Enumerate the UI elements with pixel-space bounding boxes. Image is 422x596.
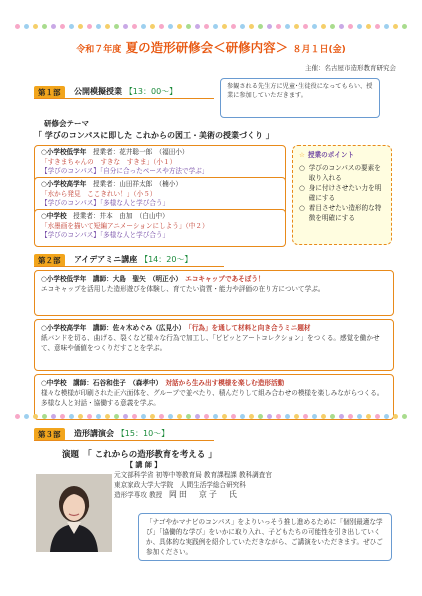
dot [285,24,290,29]
dot [267,24,272,29]
dot [51,24,56,29]
section2-rule [34,266,224,267]
lecturer-line: 東京家政大学大学院 人間生活学総合研究科 [114,481,246,489]
dot [105,414,110,419]
lesson-title: 「すきまちゃんの すきな すきま」（小１） [41,157,177,166]
dot [69,414,74,419]
lecturer-label: 【 講 師 】 [126,461,162,469]
lesson-teacher: 授業者：山田祥太郎 （楠小） [92,180,182,188]
section3-title-text: 造形講演会 [74,429,114,438]
section1-rule [34,98,214,99]
dot [375,24,380,29]
course-grade: ○中学校 [41,379,67,387]
lecturer-line: 元文部科学省 初等中等教育局 教育課程課 教科調査官 [114,471,272,479]
section3-title [74,428,169,439]
dot [339,414,344,419]
course-desc: 様々な模様が印刷された正六面体を、グループで並べたり、積んだりして組み合わせの模様を楽しみながらつくる。多様な人と対話・協働する意義を学ぶ。 [41,389,384,407]
section1-notice: 参観される先生方に児童･生徒役になってもらい、授業に参加していただきます。 [220,78,380,118]
dot [366,24,371,29]
dot [177,24,182,29]
dot [69,24,74,29]
dot [375,414,380,419]
lesson-compass: 【学びのコンパス】「多様な人と学び合う」 [41,199,170,207]
lesson-title: 「水墨画を描いて短編アニメーションにしよう」（中２） [41,221,209,230]
bullet-icon: ○ [299,164,305,172]
dot [330,414,335,419]
section1-title-text: 公開模擬授業 [74,87,122,96]
dot [132,24,137,29]
course-lecturer: 講師：石谷和佳子 （森孝中） [73,379,159,387]
dot [330,24,335,29]
point-text: 学びのコンパスの要素を取り入れる [308,164,381,182]
dot [402,24,407,29]
dot [60,24,65,29]
dot [384,24,389,29]
dot [285,414,290,419]
dot [366,414,371,419]
lesson-points [292,145,392,245]
section3-badge: 第３部 [34,428,65,441]
dot [249,414,254,419]
dot [249,24,254,29]
section1-badge: 第１部 [34,86,65,99]
lecturer-line: 造形学専攻 教授 [114,491,163,499]
section3-time: 【15：10～】 [116,429,170,438]
lecture-label: 演題 [62,450,80,460]
course-lecturer: 講師：佐々木めぐみ（広見小） [92,324,182,332]
dot [33,24,38,29]
dot [393,414,398,419]
points-heading [299,150,385,160]
dot [159,414,164,419]
dot [78,24,83,29]
section2-title [74,254,192,265]
title-prefix: 令和７年度 [76,45,122,55]
star-icon: ☆ [299,151,305,159]
lesson-teacher: 授業者：花井聡一郎 （福田小） [92,148,189,156]
decorative-dots [0,24,422,32]
dot [231,414,236,419]
course-card [34,319,394,371]
lesson-card [34,209,286,247]
point-item [299,183,385,203]
section1-title [74,86,177,97]
course-lecturer: 講師：大島 聖矢 （明正小） [92,275,179,283]
dot [294,414,299,419]
dot [195,414,200,419]
dot [114,414,119,419]
page-title [0,38,422,56]
portrait-image [36,474,112,552]
bullet-icon: ○ [299,204,305,212]
lecture-message: 「ナゴやかマナビのコンパス」をよりいっそう推し進めるために「個別最適な学び」「協働的な学び」をいかに取り入れ、子どもたちの可能性を引き出していくか、具体的な実践例を紹介していただきながら、ご講演をいただきます。ぜひご参加ください。 [138,513,392,561]
dot [204,414,209,419]
section2-time: 【14：20～】 [140,255,193,264]
dot [276,24,281,29]
course-card [34,270,394,316]
dot [294,24,299,29]
lecture-title-text: 「 これからの造形教育を考える 」 [87,450,217,460]
dot [132,414,137,419]
lecturer-photo [36,474,112,552]
section1-time: 【13：00～】 [124,87,178,96]
dot [87,24,92,29]
dot [51,414,56,419]
dot [141,414,146,419]
dot [15,24,20,29]
dot [195,24,200,29]
dot [42,24,47,29]
dot [303,414,308,419]
dot [321,24,326,29]
theme-heading: 研修会テーマ [44,119,89,128]
dot [87,414,92,419]
dot [240,414,245,419]
course-desc: 紙バンドを切る、曲げる、裂くなど様々な行為で加工し、「ビビッとアートコレクション」をつくる。感覚を働かせて、意味や価値をつくりだすことを学ぶ。 [41,334,380,352]
dot [348,414,353,419]
lesson-grade: ○小学校低学年 [41,148,87,156]
dot [204,24,209,29]
dot [105,24,110,29]
dot [258,24,263,29]
dot [150,414,155,419]
dot [78,414,83,419]
dot [123,414,128,419]
points-title: 授業のポイント [307,151,355,159]
dot [33,414,38,419]
dot [339,24,344,29]
dot [231,24,236,29]
title-date: ８月１日(金) [292,45,346,55]
lecturer-name: 岡田 京子 氏 [168,490,239,499]
dot [168,414,173,419]
lesson-compass: 【学びのコンパス】「多様な人と学び合う」 [41,231,170,239]
theme-text: 「 学びのコンパスに即した これからの図工・美術の授業づくり 」 [34,131,274,140]
dot [357,414,362,419]
course-title: エコキャップであそぼう！ [185,275,265,283]
dot [186,414,191,419]
dot [24,24,29,29]
section2-title-text: アイデアミニ講座 [74,255,138,264]
course-desc: エコキャップを活用した造形遊びを体験し、育てたい資質・能力や評価の在り方について学ぶ。 [41,285,325,293]
dot [258,414,263,419]
dot [303,24,308,29]
dot [267,414,272,419]
lesson-title: 「水から発見 ここきれい！」（小５） [41,189,157,198]
dot [213,414,218,419]
point-item [299,163,385,183]
lesson-grade: ○小学校高学年 [41,180,87,188]
dot [96,414,101,419]
dot [357,24,362,29]
dot [186,24,191,29]
lecture-title [62,448,217,460]
dot [177,414,182,419]
dot [321,414,326,419]
point-text: 着目させたい造形的な特徴を明確にする [308,204,382,222]
point-text: 身に付けさせたい力を明確にする [308,184,382,202]
point-item [299,203,385,223]
section3-rule [34,440,214,441]
dot [312,24,317,29]
dot [96,24,101,29]
dot [123,24,128,29]
dot [168,24,173,29]
course-grade: ○小学校低学年 [41,275,87,283]
section2-badge: 第２部 [34,254,65,267]
course-grade: ○小学校高学年 [41,324,87,332]
dot [15,414,20,419]
dot [384,414,389,419]
course-title: 「行為」を通して材料と向き合うミニ題材 [188,324,311,332]
dot [402,414,407,419]
dot [393,24,398,29]
sponsor: 主催：名古屋市造形教育研究会 [305,64,396,72]
dot [222,414,227,419]
dot [348,24,353,29]
dot [159,24,164,29]
decorative-dots [0,414,422,422]
course-title: 対話から生み出す模様を楽しむ造形活動 [165,379,285,387]
dot [222,24,227,29]
dot [240,24,245,29]
lesson-teacher: 授業者：井本 由加 （白山中） [73,212,169,220]
lesson-compass: 【学びのコンパス】「自分に合ったペースや方法で学ぶ」 [41,167,209,175]
dot [114,24,119,29]
dot [24,414,29,419]
bullet-icon: ○ [299,184,305,192]
lesson-grade: ○中学校 [41,212,67,220]
dot [60,414,65,419]
dot [141,24,146,29]
title-main: 夏の造形研修会＜研修内容＞ [125,40,289,55]
dot [150,24,155,29]
dot [276,414,281,419]
dot [213,24,218,29]
dot [312,414,317,419]
dot [42,414,47,419]
lecturer-info [114,470,272,500]
